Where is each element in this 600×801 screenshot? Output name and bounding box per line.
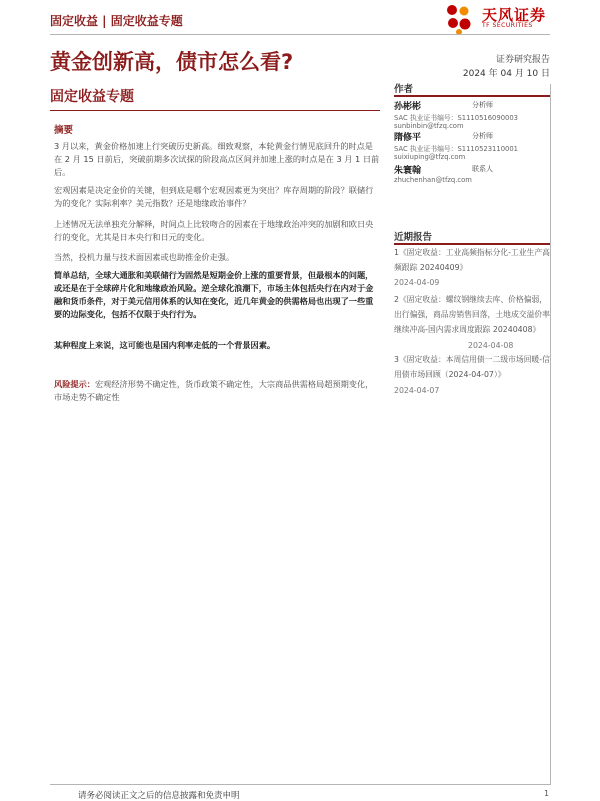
author-cert: SAC 执业证书编号：S1110523110001 — [394, 145, 518, 153]
logo-mark-icon — [447, 5, 471, 35]
author-role: 分析师 — [472, 101, 493, 109]
risk-warning-label: 风险提示： — [54, 379, 95, 389]
logo-name: 天风证券 — [482, 6, 547, 24]
author-role: 联系人 — [472, 165, 493, 173]
authors-divider — [394, 95, 550, 97]
subtitle-divider — [50, 110, 380, 111]
author-entry — [394, 130, 550, 161]
recent-report-date: 2024-04-08 — [468, 341, 514, 350]
abstract-summary-paragraph: 简单总结，全球大通胀和美联储行为固然是短期金价上涨的重要背景，但最根本的问题，或还是在于全球碎片化和地缘政治风险。逆全球化浪潮下，市场主体包括央行在内对于金融和货币条件，对于美元信用体系的认知在变化，近几年黄金的供需格局也出现了一些重要的边际变化，包括不仅限于央行行为。 — [54, 270, 374, 319]
recent-report-title[interactable]: 3《固定收益：本周信用债一二级市场回暖-信用债市场回顾（2024-04-07）》 — [394, 355, 550, 379]
author-name: 孙彬彬 — [394, 102, 422, 112]
recent-report-title[interactable]: 1《固定收益：工业高频指标分化-工业生产高频跟踪 20240409》 — [394, 248, 550, 272]
author-name: 朱寰翰 — [394, 166, 422, 176]
recent-report-item[interactable] — [394, 292, 550, 337]
abstract-paragraph-4: 当然，投机力量与技术面因素或也助推金价走强。 — [54, 252, 235, 262]
author-email[interactable]: zhuchenhan@tfzq.com — [394, 176, 472, 184]
sidebar-right-border — [550, 84, 551, 784]
author-name: 隋修平 — [394, 133, 422, 143]
recent-report-item[interactable] — [394, 352, 550, 382]
abstract-paragraph-1: 3 月以来，黄金价格加速上行突破历史新高。细致观察，本轮黄金行情见底回升的时点是在 2 月 15 日前后，突破前期多次试探的阶段高点区间并加速上涨的时点是在 3 月 1 日前后。 — [54, 141, 380, 177]
abstract-paragraph-3: 上述情况无法单独充分解释，时间点上比较吻合的因素在于地缘政治冲突的加剧和欧日央行的变化，尤其是日本央行和日元的变化。 — [54, 219, 374, 242]
risk-warning-text: 宏观经济形势不确定性，货币政策不确定性，大宗商品供需格局超预期变化，市场走势不确定性 — [54, 379, 374, 402]
author-email[interactable]: suixiuping@tfzq.com — [394, 153, 466, 161]
author-entry — [394, 163, 550, 184]
recent-report-item[interactable] — [394, 245, 550, 290]
author-entry — [394, 99, 550, 130]
recent-report-date: 2024-04-09 — [394, 278, 440, 287]
disclaimer-notice: 请务必阅读正文之后的信息披露和免责申明 — [78, 791, 240, 801]
recent-reports-heading: 近期报告 — [394, 232, 433, 243]
recent-report-date: 2024-04-07 — [394, 386, 440, 395]
report-category: 固定收益 | 固定收益专题 — [50, 14, 183, 28]
report-title: 黄金创新高，债市怎么看? — [50, 50, 294, 74]
report-subtitle: 固定收益专题 — [50, 89, 134, 105]
risk-warning — [54, 378, 380, 404]
recent-report-title[interactable]: 2《固定收益：螺纹钢继续去库、价格偏弱，出行偏强，商品房销售回落，土地成交溢价率继续冲高-国内需求周度跟踪 20240408》 — [394, 295, 550, 334]
page-number: 1 — [544, 789, 550, 798]
authors-heading: 作者 — [394, 84, 414, 95]
report-type: 证券研究报告 — [495, 55, 550, 65]
abstract-heading: 摘要 — [54, 125, 74, 136]
abstract-background-paragraph: 某种程度上来说，这可能也是国内利率走低的一个背景因素。 — [54, 340, 276, 350]
header-divider — [50, 34, 550, 35]
author-email[interactable]: sunbinbin@tfzq.com — [394, 122, 464, 130]
report-date: 2024 年 04 月 10 日 — [462, 69, 550, 79]
footer-divider — [50, 784, 551, 785]
author-role: 分析师 — [472, 132, 493, 140]
logo-subtitle: TF SECURITIES — [482, 22, 533, 29]
author-cert: SAC 执业证书编号：S1110516090003 — [394, 114, 518, 122]
abstract-paragraph-2: 宏观因素是决定金价的关键，但到底是哪个宏观因素更为突出？库存周期的阶段？联储行为的变化？实际利率？美元指数？还是地缘政治事件？ — [54, 185, 374, 208]
